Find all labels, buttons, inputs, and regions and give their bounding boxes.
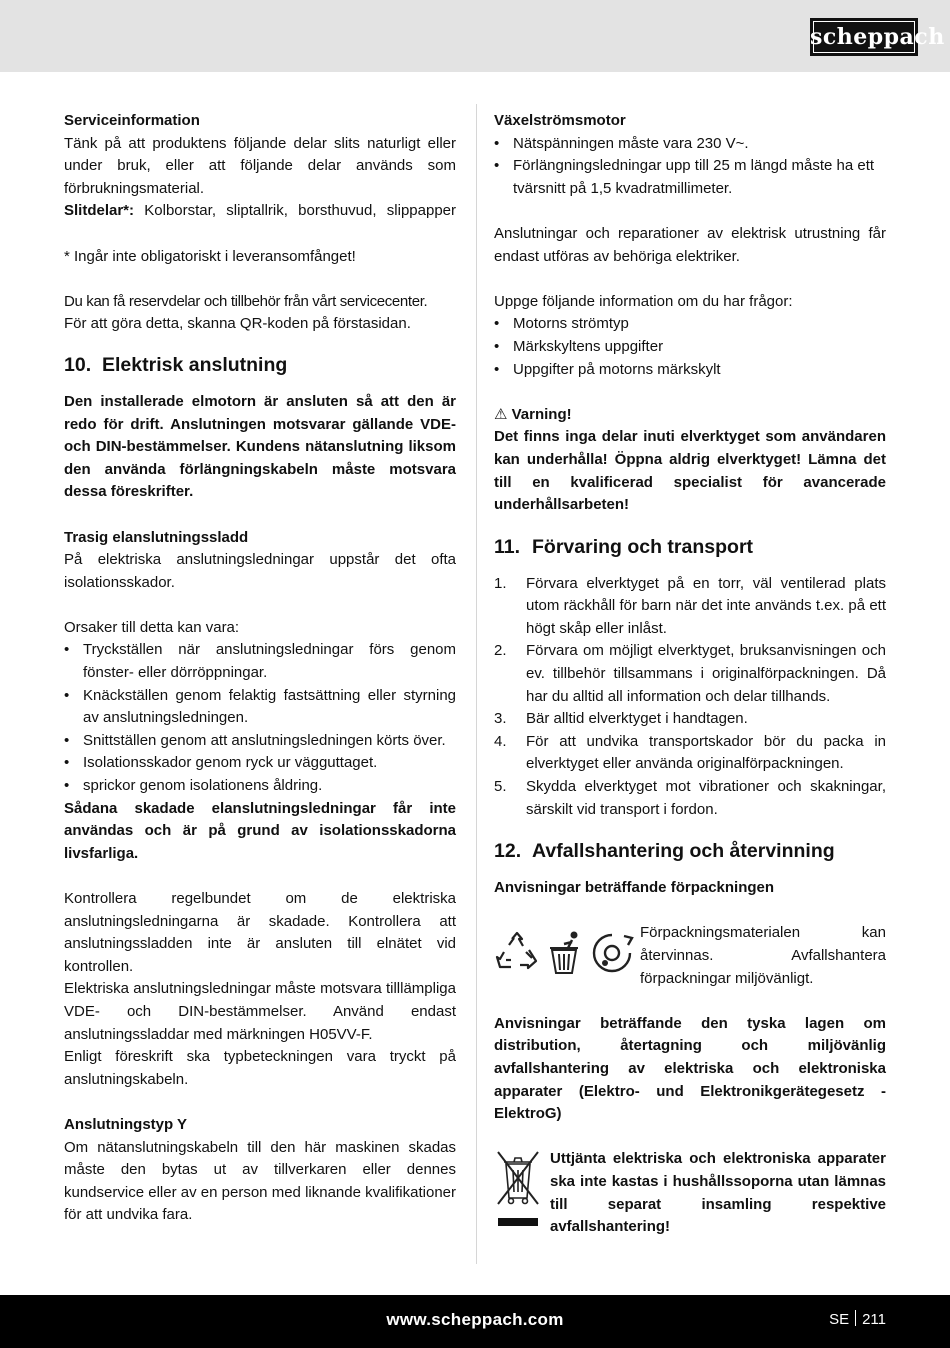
wear-label: Slitdelar*: [64,202,135,220]
list-item [494,640,886,708]
wear-items: Kolborstar, sliptallrik, borsthuvud, slippapper [144,202,456,220]
warning-text: Det finns inga delar inuti elverktyget som användaren kan underhålla! Öppna aldrig elverktyget! Lämna det till en kvalificerad specialist för avancerade underhållsarbeten! [494,428,886,514]
page-separator [855,1310,856,1326]
language-code: SE [829,1311,850,1328]
weee-row [494,1148,886,1240]
storage-list [494,573,886,822]
list-number: 2. [494,642,507,660]
section-12-heading [494,839,886,863]
damaged-cable-title: Trasig elanslutningssladd [64,528,249,546]
connection-type-y-text: Om nätanslutningskabeln till den här maskinen skadas måste den bytas ut av tillverkaren eller dennes kundservice eller av en person med liknande kvalifikationer för att undvika fara. [64,1138,456,1224]
spare-parts-line1: Du kan få reservdelar och tillbehör från vårt servicecenter. [64,292,428,310]
header-bar [0,0,950,72]
check-text-2: Elektriska anslutningsledningar måste motsvara tilllämpliga VDE- och DIN-bestämmelser. Använd endast anslutningssladdar med märkningen H05VV-F. [64,980,456,1043]
ac-motor-list [494,133,886,201]
list-number: 3. [494,710,507,728]
list-item [494,573,886,641]
section-12-title: Avfallshantering och återvinning [532,840,835,863]
list-item: • Motorns strömtyp [494,313,886,336]
list-number: 1. [494,574,507,592]
warning-title: Varning! [511,405,572,423]
packaging-row [494,922,886,990]
list-item: • Snittställen genom att anslutningsledningen körts över. [64,730,456,753]
list-item: • Isolationsskador genom ryck ur vägguttaget. [64,752,456,775]
warning-title-line [494,404,886,427]
repairs-text: Anslutningar och reparationer av elektrisk utrustning får endast utföras av behöriga elektriker. [494,224,886,265]
section-11-number: 11. [494,535,521,558]
section-10-intro: Den installerade elmotorn är ansluten så att den är redo för drift. Anslutningen motsvarar gällande VDE- och DIN-bestämmelser. Kundens nätanslutning liksom den använda förlängningskabeln måste motsvara dessa föreskrifter. [64,392,456,501]
recycling-icons [494,922,640,990]
list-item: • Förlängningsledningar upp till 25 m längd måste ha ett tvärsnitt på 1,5 kvadratmillimeter. [494,155,886,200]
service-title: Serviceinformation [64,112,200,129]
causes-list [64,639,456,797]
right-column [494,110,886,1240]
list-item [494,708,886,731]
list-text: Skydda elverktyget mot vibrationer och skakningar, särskilt vid transport i fordon. [526,778,886,818]
section-11-heading [494,535,886,559]
footer-bar [0,1295,950,1348]
list-item: • Märkskyltens uppgifter [494,336,886,359]
wear-parts [64,200,456,223]
electrog-text: Anvisningar beträffande den tyska lagen om distribution, återtagning och miljövänlig avfallshantering av elektriska och elektroniska apparater (Elektro- und Elektronikgerätegesetz - ElektroG) [494,1014,886,1123]
list-number: 5. [494,778,507,796]
packaging-title: Anvisningar beträffande förpackningen [494,879,775,897]
list-item: • Knäckställen genom felaktig fastsättning eller styrning av anslutningsledningen. [64,685,456,730]
list-item [494,731,886,776]
brand-logo [810,18,945,56]
packaging-text: Förpackningsmaterialen kan återvinnas. Avfallshantera förpackningar miljövänligt. [640,924,886,987]
list-text: Bär alltid elverktyget i handtagen. [526,710,748,728]
weee-symbol [494,1148,550,1240]
list-text: För att undvika transportskador bör du packa in elverktyget eller använda originalförpackningen. [526,732,886,773]
list-number: 4. [494,732,507,750]
damaged-cable-warning: Sådana skadade elanslutningsledningar får inte användas och är på grund av isolationsskadorna livsfarliga. [64,799,456,862]
list-item: • Nätspänningen måste vara 230 V~. [494,133,886,156]
damaged-cable-text: På elektriska anslutningsledningar uppstår det ofta isolationsskador. [64,551,456,591]
service-text: Tänk på att produktens följande delar slits naturligt eller under bruk, eller att följande delar används som förbrukningsmaterial. [64,134,456,197]
website-link[interactable]: www.scheppach.com [386,1310,564,1329]
page-indicator [829,1308,886,1332]
weee-text: Uttjänta elektriska och elektroniska apparater ska inte kastas i hushållssoporna utan lämnas till separat insamling respektive avfallshantering! [550,1150,886,1236]
delivery-note: * Ingår inte obligatoriskt i leveransomfånget! [64,247,356,265]
info-list [494,313,886,381]
list-item: • sprickor genom isolationens åldring. [64,775,456,798]
connection-type-y-title: Anslutningstyp Y [64,1115,188,1133]
section-10-number: 10. [64,353,92,376]
brand-name: scheppach [810,24,945,50]
check-text-3: Enligt föreskrift ska typbeteckningen vara tryckt på anslutningskabeln. [64,1048,456,1088]
list-item: • Tryckställen när anslutningsledningar förs genom fönster- eller dörröppningar. [64,639,456,684]
trash-bin-person-icon [544,930,584,976]
section-11-title: Förvaring och transport [532,535,754,558]
check-text-1: Kontrollera regelbundet om de elektriska anslutningsledningarna är skadade. Kontrollera att anslutningssladden inte är ansluten till elnätet vid kontrollen. [64,890,456,975]
recycle-icon [494,930,540,976]
list-item: • Uppgifter på motorns märkskylt [494,359,886,382]
list-text: Förvara elverktyget på en torr, väl ventilerad plats utom räckhåll för barn när det inte används t.ex. på ett högt skåp eller inlåst. [526,574,886,637]
section-10-heading [64,353,456,377]
list-text: Förvara om möjligt elverktyget, bruksanvisningen och ev. tillbehör tillsammans i originalförpackningen. Då har du alltid all information och delar tillhands. [526,642,886,705]
left-column [64,110,456,1227]
logo-frame [813,21,915,53]
page-number: 211 [862,1311,886,1328]
warning-triangle-icon: ⚠ [494,405,508,423]
info-intro: Uppge följande information om du har frågor: [494,292,793,310]
ac-motor-title: Växelströmsmotor [494,112,626,129]
green-dot-recycle-icon [588,930,636,976]
column-divider [476,104,477,1264]
list-item [494,776,886,821]
crossed-bin-icon [494,1148,542,1232]
section-12-number: 12. [494,840,522,863]
spare-parts-line2: För att göra detta, skanna QR-koden på förstasidan. [64,315,411,333]
causes-intro: Orsaker till detta kan vara: [64,618,240,636]
section-10-title: Elektrisk anslutning [102,353,288,376]
